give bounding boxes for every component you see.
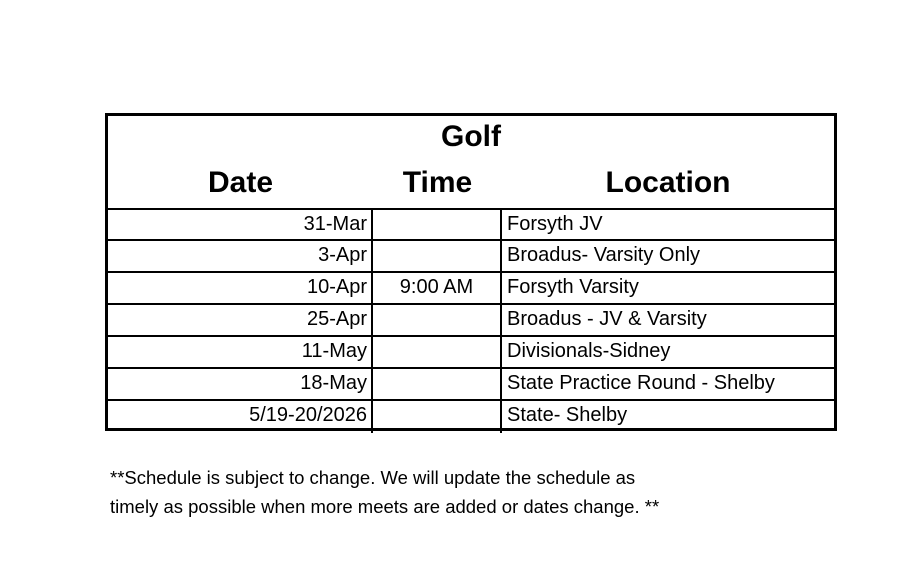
table-row [108,399,834,433]
date-cell: 5/19-20/2026 [108,401,373,433]
golf-schedule-table [105,113,837,431]
location-cell: State- Shelby [507,404,628,426]
time-cell [373,369,502,399]
date-cell: 11-May [108,337,373,367]
location-cell: Forsyth Varsity [507,276,639,298]
time-cell [373,305,502,335]
note-line-1: **Schedule is subject to change. We will update the schedule as [110,467,636,488]
location-cell: Broadus - JV & Varsity [507,308,707,330]
time-cell [373,241,502,271]
time-cell [373,210,502,240]
date-cell: 31-Mar [108,210,373,240]
time-cell [373,401,502,433]
date-cell: 10-Apr [108,273,373,303]
table-title: Golf [441,120,501,153]
location-cell: Divisionals-Sidney [507,340,671,362]
table-row [108,303,834,335]
table-row [108,271,834,303]
header-location: Location [605,166,731,199]
date-cell: 3-Apr [108,241,373,271]
location-cell: State Practice Round - Shelby [507,372,775,394]
header-time: Time [402,166,473,199]
date-cell: 25-Apr [108,305,373,335]
location-cell: Forsyth JV [507,213,603,235]
header-date: Date [207,166,274,199]
table-row [108,239,834,271]
table-row [108,335,834,367]
table-row [108,208,834,240]
time-cell: 9:00 AM [373,273,502,303]
table-row [108,367,834,399]
time-cell [373,337,502,367]
location-cell: Broadus- Varsity Only [507,244,701,266]
date-cell: 18-May [108,369,373,399]
note-line-2: timely as possible when more meets are added or dates change. ** [110,496,660,517]
